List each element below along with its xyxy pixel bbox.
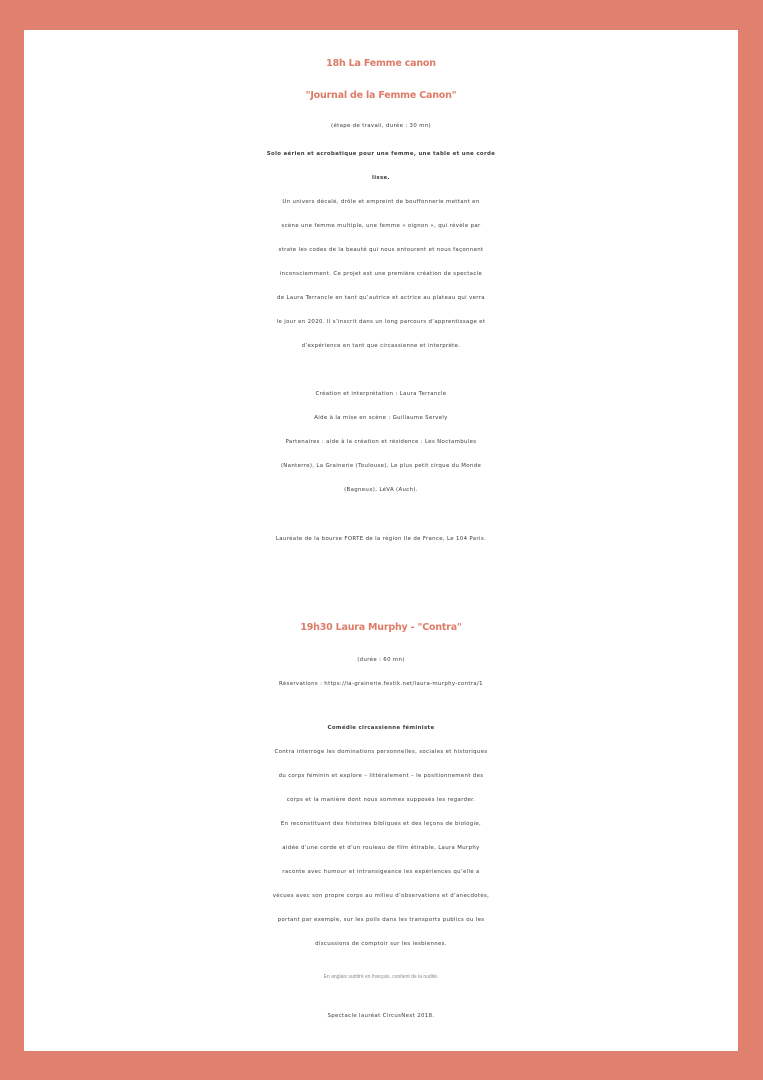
event1-description-line: le jour en 2020. Il s’inscrit dans un long parcours d’apprentissage et bbox=[276, 319, 486, 325]
event1-description-line: scène une femme multiple, une femme « oignon », qui révèle par bbox=[281, 223, 481, 229]
event1-note: (étape de travail, durée : 30 mn) bbox=[331, 123, 431, 129]
event1-tagline-line: Solo aérien et acrobatique pour une femme, une table et une corde bbox=[266, 151, 496, 157]
event2-note: (durée : 60 mn) bbox=[357, 657, 405, 663]
event2-description-line: En reconstituant des histoires bibliques et des leçons de biologie, bbox=[280, 821, 482, 827]
event1-subtitle: "Journal de la Femme Canon" bbox=[305, 90, 457, 101]
event1-tagline-line: lisse. bbox=[372, 175, 390, 181]
event1-description-line: inconsciemment. Ce projet est une première création de spectacle bbox=[279, 271, 483, 277]
event1-description-line: Un univers décalé, drôle et empreint de bouffonnerie mettant en bbox=[282, 199, 480, 205]
event2-description-line: portant par exemple, sur les poils dans les transports publics ou les bbox=[277, 917, 485, 923]
event2-description-line: Contra interroge les dominations personnelles, sociales et historiques bbox=[274, 749, 488, 755]
event1-title: 18h La Femme canon bbox=[326, 58, 436, 69]
program-card bbox=[24, 30, 738, 1051]
event2-language-note: En anglais surtitré en français, contient de la nudité. bbox=[323, 974, 439, 980]
event2-description-line: du corps féminin et explore – littéralement – le positionnement des bbox=[278, 773, 484, 779]
event2-award: Spectacle lauréat CircusNext 2018. bbox=[327, 1013, 435, 1019]
event2-description-line: vécues avec son propre corps au milieu d’observations et d’anecdotes, bbox=[272, 893, 490, 899]
event2-title: 19h30 Laura Murphy - "Contra" bbox=[300, 622, 462, 633]
event1-credit-line: Aide à la mise en scène : Guillaume Servely bbox=[314, 415, 448, 421]
event1-award: Lauréate de la bourse FORTE de la région Ile de France, Le 104 Paris. bbox=[275, 536, 487, 542]
event1-credit-line: (Nanterre), La Grainerie (Toulouse), Le plus petit cirque du Monde bbox=[280, 463, 482, 469]
event1-credit-line: Partenaires : aide à la création et résidence : Les Noctambules bbox=[285, 439, 477, 445]
event2-description-line: discussions de comptoir sur les lesbiennes. bbox=[315, 941, 447, 947]
event2-reservations: Réservations : https://la-grainerie.festik.net/laura-murphy-contra/1 bbox=[279, 681, 483, 687]
event2-description-line: corps et la manière dont nous sommes supposés les regarder. bbox=[286, 797, 476, 803]
event1-description-line: d’expérience en tant que circassienne et interprète. bbox=[301, 343, 461, 349]
event1-credit-line: (Bagneux), LéVA (Auch). bbox=[344, 487, 418, 493]
event2-description-line: aidée d’une corde et d’un rouleau de film étirable, Laura Murphy bbox=[282, 845, 480, 851]
event1-description-line: strate les codes de la beauté qui nous entourent et nous façonnent bbox=[278, 247, 484, 253]
event1-credit-line: Création et interprétation : Laura Terrancle bbox=[315, 391, 447, 397]
event2-description-line: raconte avec humour et intransigeance les expériences qu’elle a bbox=[282, 869, 480, 875]
event1-description-line: de Laura Terrancle en tant qu’autrice et actrice au plateau qui verra bbox=[277, 295, 485, 301]
event2-tagline: Comédie circassienne féministe bbox=[327, 725, 435, 731]
